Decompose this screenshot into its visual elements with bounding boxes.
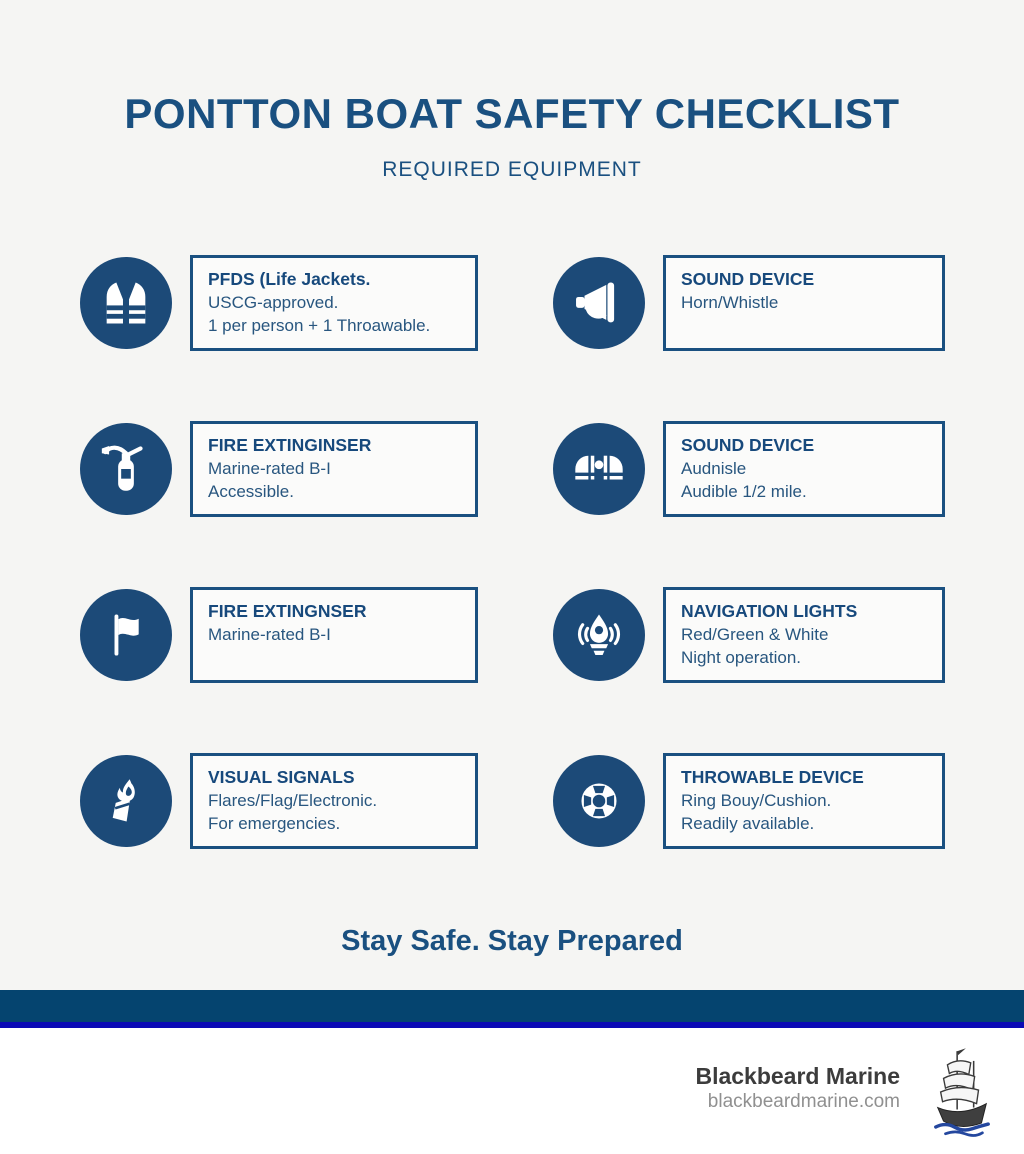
item-box xyxy=(663,421,945,517)
checklist-item-navigation-lights xyxy=(553,587,945,683)
item-line: Readily available. xyxy=(681,814,815,833)
checklist-item-sound-horn xyxy=(553,255,945,351)
checklist-item-throwable-device xyxy=(553,753,945,849)
item-title: PFDS (Life Jackets. xyxy=(208,269,371,289)
item-line: Horn/Whistle xyxy=(681,293,779,312)
flare-icon xyxy=(80,755,172,847)
footer-accent-line xyxy=(0,1022,1024,1028)
checklist-item-flag xyxy=(80,587,478,683)
item-box xyxy=(190,255,478,351)
item-title: THROWABLE DEVICE xyxy=(681,767,864,787)
item-line: Flares/Flag/Electronic. xyxy=(208,791,378,810)
item-line: Accessible. xyxy=(208,482,294,501)
checklist-grid xyxy=(80,255,945,849)
split-bells-icon xyxy=(553,423,645,515)
life-ring-icon xyxy=(553,755,645,847)
life-jacket-icon xyxy=(80,257,172,349)
item-box xyxy=(663,255,945,351)
flag-icon xyxy=(80,589,172,681)
brand-name: Blackbeard Marine xyxy=(695,1063,900,1089)
item-box xyxy=(190,753,478,849)
item-line: Red/Green & White xyxy=(681,625,829,644)
checklist-item-pfds xyxy=(80,255,478,351)
checklist-item-fire-extinguisher xyxy=(80,421,478,517)
item-line: Marine-rated B-I xyxy=(208,625,331,644)
item-line: Audnisle xyxy=(681,459,747,478)
checklist-item-sound-bell xyxy=(553,421,945,517)
item-box xyxy=(663,587,945,683)
item-line: USCG-approved. xyxy=(208,293,339,312)
brand-url: blackbeardmarine.com xyxy=(707,1091,900,1112)
footer-band xyxy=(0,990,1024,1022)
item-title: VISUAL SIGNALS xyxy=(208,767,355,787)
page-subtitle: REQUIRED EQUIPMENT xyxy=(382,158,642,181)
fire-extinguisher-icon xyxy=(80,423,172,515)
item-line: Night operation. xyxy=(681,648,802,667)
item-line: Audible 1/2 mile. xyxy=(681,482,807,501)
horn-icon xyxy=(553,257,645,349)
navigation-light-icon xyxy=(553,589,645,681)
item-title: NAVIGATION LIGHTS xyxy=(681,601,858,621)
item-line: For emergencies. xyxy=(208,814,341,833)
brand-block xyxy=(695,1062,900,1114)
item-title: FIRE EXTINGNSER xyxy=(208,601,367,621)
item-box xyxy=(190,587,478,683)
item-title: FIRE EXTINGINSER xyxy=(208,435,372,455)
item-title: SOUND DEVICE xyxy=(681,435,815,455)
item-line: Marine-rated B-I xyxy=(208,459,331,478)
checklist-item-visual-signals xyxy=(80,753,478,849)
page-title: PONTTON BOAT SAFETY CHECKLIST xyxy=(124,90,900,137)
item-box xyxy=(663,753,945,849)
pirate-ship-logo-icon xyxy=(928,1042,996,1147)
item-line: Ring Bouy/Cushion. xyxy=(681,791,832,810)
item-title: SOUND DEVICE xyxy=(681,269,815,289)
tagline: Stay Safe. Stay Prepared xyxy=(341,925,683,957)
item-box xyxy=(190,421,478,517)
item-line: 1 per person + 1 Throawable. xyxy=(208,316,431,335)
